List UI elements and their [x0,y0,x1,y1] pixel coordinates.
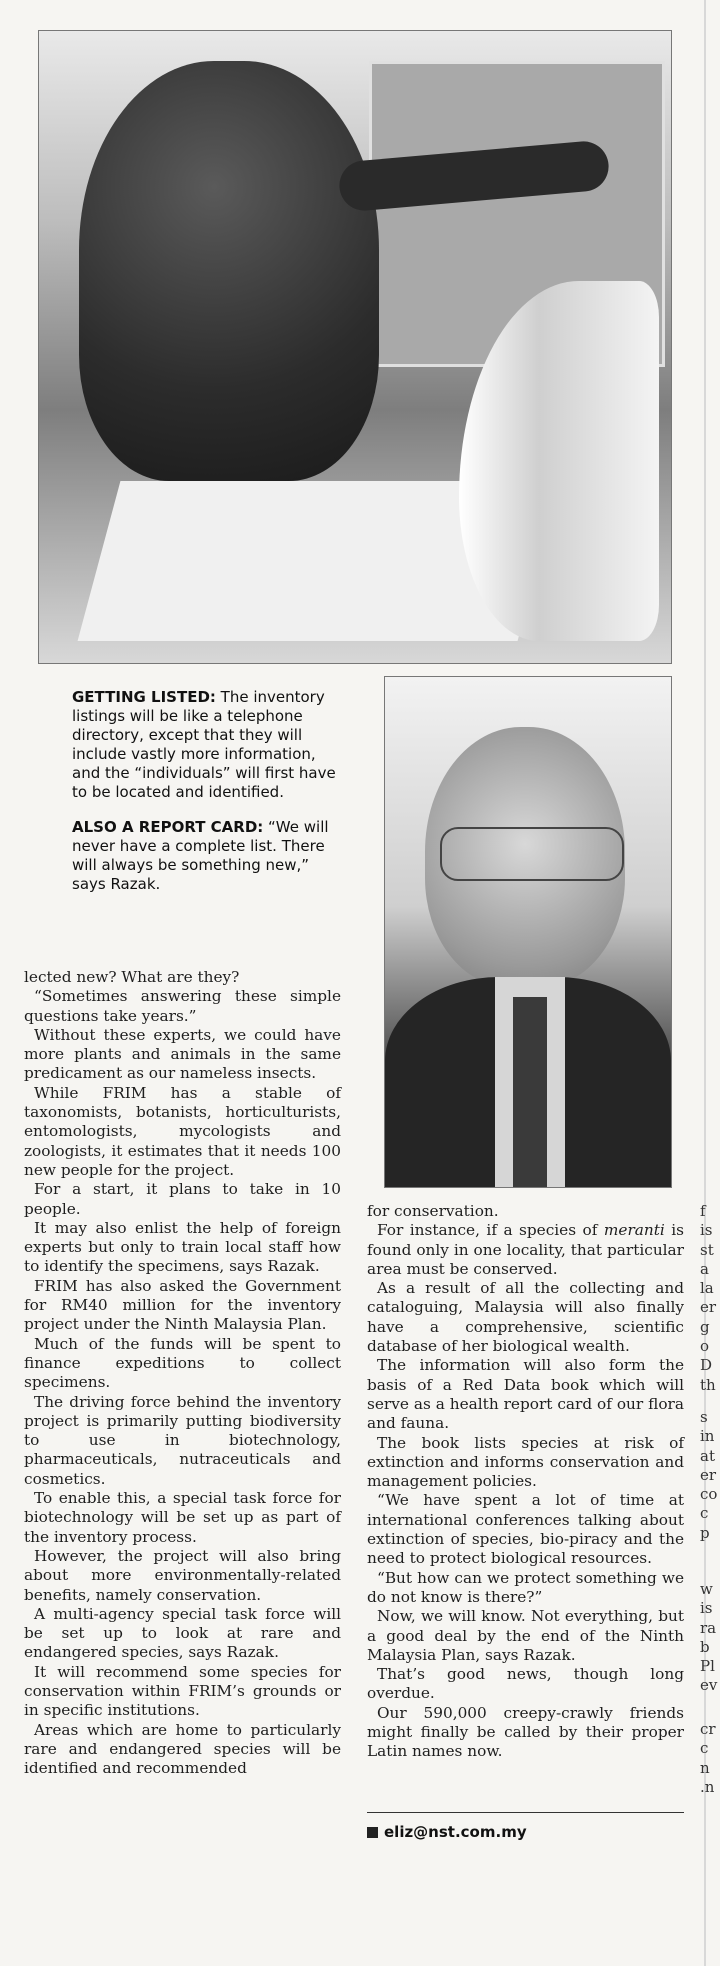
paragraph: lected new? What are they? [24,968,240,986]
fragment-line: la [700,1279,714,1298]
paragraph: Now, we will know. Not everything, but a good deal by the end of the Ninth Malaysia Plan, says Razak. [367,1607,684,1664]
paragraph: Much of the funds will be spent to finance expeditions to collect specimens. [24,1334,341,1392]
fragment-line: co [700,1485,718,1504]
paragraph: To enable this, a special task force for biotechnology will be set up as part of the inventory process. [24,1489,341,1546]
fragment-line: s [700,1408,708,1426]
caption-getting-listed [72,688,342,802]
fragment-line: Pl [700,1657,715,1676]
fragment-line: a [700,1259,709,1278]
monkey-body [79,61,379,481]
paragraph: For a start, it plans to take in 10 people. [24,1180,341,1218]
fragment-line: er [700,1298,717,1317]
paragraph: It may also enlist the help of foreign experts but only to train local staff how to identify the specimens, says Razak. [24,1218,341,1276]
email-text[interactable]: eliz@nst.com.my [384,1823,527,1841]
fragment-line: ev [700,1676,718,1695]
fragment-line: n [700,1758,710,1777]
paragraph: As a result of all the collecting and cataloguing, Malaysia will also finally have a comprehensive, scientific database of her biological wealth. [367,1279,684,1356]
article-column-right [367,1202,684,1762]
paragraph: That’s good news, though long overdue. [367,1665,684,1703]
fragment-line: c [700,1739,709,1758]
paragraph: “Sometimes answering these simple questions take years.” [24,987,341,1025]
paragraph: It will recommend some species for conservation within FRIM’s grounds or in specific institutions. [24,1662,341,1720]
fragment-line: o [700,1337,710,1356]
fragment-line: st [700,1240,714,1259]
fragment-line: is [700,1599,713,1618]
fragment-line: .n [700,1777,715,1796]
adjacent-column-fragment [700,1720,720,1797]
fragment-line: at [700,1446,715,1465]
paragraph: for conservation. [367,1202,499,1220]
adjacent-column-fragment [700,1408,720,1543]
fragment-line: ra [700,1618,717,1637]
fragment-line: in [700,1427,715,1446]
caption-text: The inventory listings will be like a telephone directory, except that they will include vastly more information, and the “individuals” will first have to be located and identified. [72,688,336,801]
paragraph: However, the project will also bring about more environmentally-related benefits, namely conservation. [24,1546,341,1604]
fragment-line: is [700,1221,713,1240]
adjacent-column-fragment [700,1580,720,1696]
paragraph: The driving force behind the inventory project is primarily putting biodiversity to use in biotechnology, pharmaceuticals, nutraceuticals and cosmetics. [24,1392,341,1488]
text-run: is found only in one locality, that particular area must be conserved. [367,1221,684,1278]
paragraph: “We have spent a lot of time at international conferences talking about extinction of species, bio-piracy and the need to protect biological resources. [367,1491,684,1568]
glasses [440,827,624,881]
tie [513,997,547,1187]
fragment-line: b [700,1637,710,1656]
fragment-line: f [700,1202,706,1220]
text-run: For instance, if a species of [377,1221,604,1240]
fragment-line: er [700,1465,717,1484]
author-email[interactable] [367,1812,684,1841]
fragment-line: cr [700,1720,716,1738]
fragment-line: p [700,1523,710,1542]
paragraph: The information will also form the basis of a Red Data book which will serve as a health report card of our flora and fauna. [367,1356,684,1433]
monkey-photo [38,30,672,664]
paragraph: While FRIM has a stable of taxonomists, botanists, horticulturists, entomologists, mycologists and zoologists, it estimates that it needs 100 new people for the project. [24,1083,341,1179]
fragment-line: c [700,1504,709,1523]
fragment-line: D [700,1356,713,1375]
article-column-left [24,968,341,1778]
fragment-line: w [700,1580,713,1598]
caption-head: GETTING LISTED: [72,688,216,706]
paragraph: Our 590,000 creepy-crawly friends might finally be called by their proper Latin names now. [367,1703,684,1761]
paragraph: “But how can we protect something we do not know is there?” [367,1568,684,1606]
caption-text: “We will never have a complete list. There will always be something new,” says Razak. [72,818,329,893]
adjacent-column-fragment [700,1202,720,1395]
paragraph: Areas which are home to particularly rare and endangered species will be identified and recommended [24,1720,341,1778]
paragraph: The book lists species at risk of extinction and informs conservation and management policies. [367,1433,684,1491]
paragraph: FRIM has also asked the Government for RM40 million for the inventory project under the Ninth Malaysia Plan. [24,1276,341,1334]
italic-term: meranti [603,1221,665,1240]
paragraph [367,1221,684,1279]
razak-portrait-photo [384,676,672,1188]
paragraph: Without these experts, we could have more plants and animals in the same predicament as our nameless insects. [24,1025,341,1083]
square-bullet-icon [367,1827,378,1838]
caption-head: ALSO A REPORT CARD: [72,818,264,836]
photo-captions [72,688,342,910]
fragment-line: g [700,1317,710,1336]
fragment-line: th [700,1375,716,1394]
paragraph: A multi-agency special task force will be set up to look at rare and endangered species, says Razak. [24,1604,341,1662]
caption-report-card [72,818,342,894]
